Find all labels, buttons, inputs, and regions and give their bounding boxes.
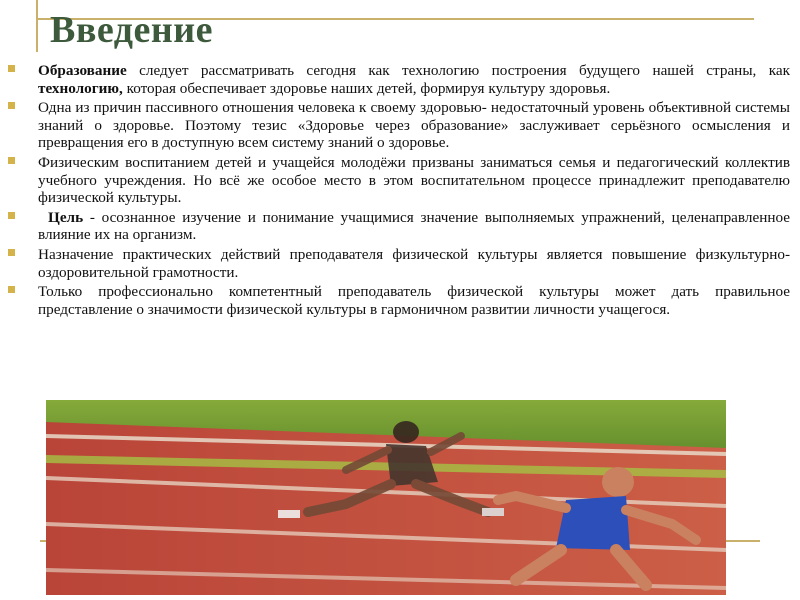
- bullet-text: - осознанное изучение и понимание учащимися значение выполняемых упражнений, целенаправленное влияние их на организм.: [38, 208, 790, 244]
- bullet-lead: Цель: [48, 208, 84, 226]
- bullet-marker: [8, 249, 15, 256]
- left-rule: [36, 0, 38, 52]
- bullet-item: [6, 209, 790, 244]
- slide-title: Введение: [50, 9, 213, 51]
- bullet-marker: [8, 212, 15, 219]
- sprinters-illustration: [46, 400, 726, 595]
- bullet-item: [6, 154, 790, 207]
- bullet-list: [6, 62, 790, 320]
- bullet-lead: Образование: [38, 62, 127, 79]
- bullet-text: Назначение практических действий преподавателя физической культуры является повышение физкультурно-оздоровительной грамотности.: [38, 245, 790, 281]
- bullet-text: Физическим воспитанием детей и учащейся молодёжи призваны заниматься семья и педагогический коллектив учебного учреждения. Но всё же особое место в этом воспитательном процессе принадлежит преподавателю физической культуры.: [38, 153, 790, 207]
- bullet-text: следует рассматривать сегодня как технологию построения будущего нашей страны, как: [126, 62, 790, 79]
- bullet-marker: [8, 157, 15, 164]
- bullet-item: [6, 99, 790, 152]
- bullet-item: [6, 246, 790, 281]
- bullet-marker: [8, 286, 15, 293]
- bullet-item: [6, 62, 790, 97]
- bullet-text: Только профессионально компетентный преподаватель физической культуры может дать правильное представление о значимости физической культуры в гармоничном развитии личности учащегося.: [38, 283, 790, 318]
- bullet-marker: [8, 102, 15, 109]
- bullet-text: которая обеспечивает здоровье наших детей, формируя культуру здоровья.: [122, 79, 611, 97]
- bullet-item: [6, 283, 790, 318]
- bullet-marker: [8, 65, 15, 72]
- bullet-text: Одна из причин пассивного отношения человека к своему здоровью- недостаточный уровень объективной системы знаний о здоровье. Поэтому тезис «Здоровье через образование» заслуживает серьёзного осмысления и превращения его в доступную всем систему знаний о здоровье.: [38, 99, 790, 152]
- sprinters-photo: [46, 400, 726, 595]
- bullet-keyword: технологию,: [38, 79, 123, 97]
